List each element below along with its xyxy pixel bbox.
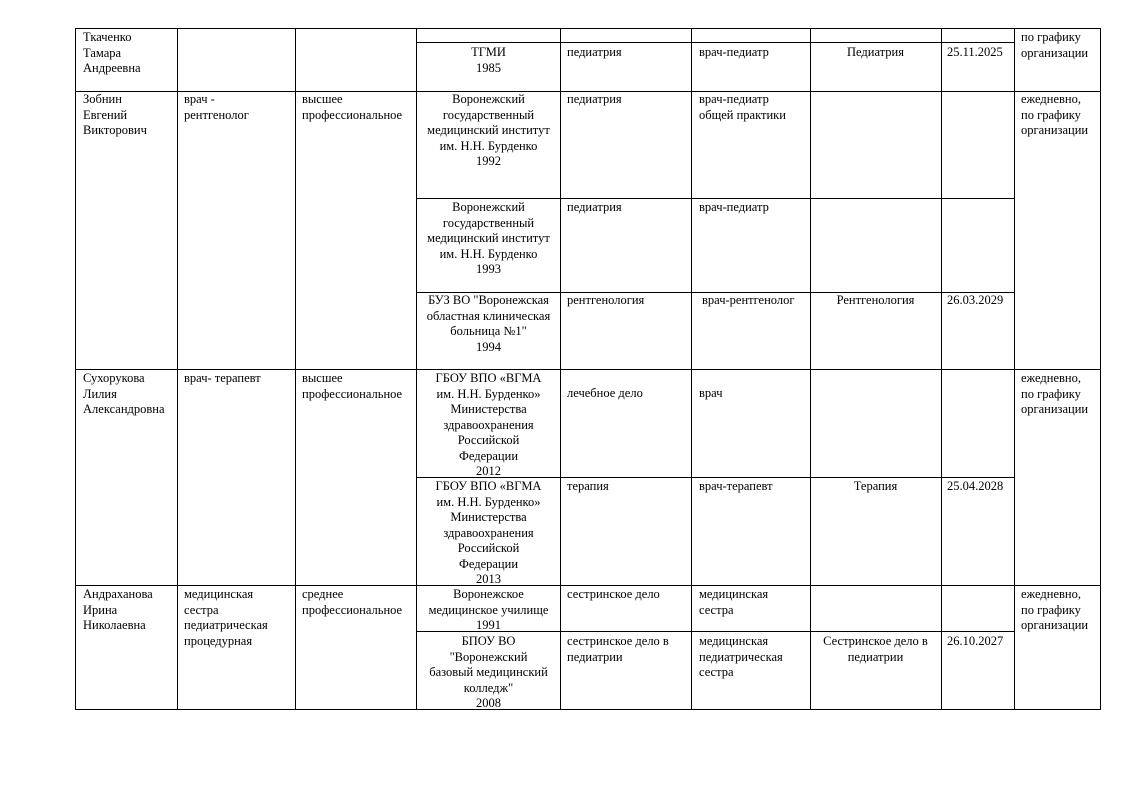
qualification: врач-терапевт [699, 479, 773, 493]
grid-line-horizontal [75, 709, 1101, 710]
institution: ТГМИ 1985 [471, 45, 506, 75]
certificate-date: 25.04.2028 [947, 479, 1004, 493]
specialty: сестринское дело в педиатрии [567, 634, 669, 664]
specialty: педиатрия [567, 200, 622, 214]
employee-name: Сухорукова Лилия Александровна [83, 371, 165, 416]
work-schedule: по графику организации [1021, 30, 1089, 60]
qualification: медицинская педиатрическая сестра [699, 634, 783, 679]
institution: БПОУ ВО "Воронежский базовый медицинский колледж" 2008 [429, 634, 548, 710]
qualification: врач-педиатр общей практики [699, 92, 786, 122]
work-schedule: ежедневно, по графику организации [1021, 587, 1089, 632]
position: врач- терапевт [184, 371, 261, 385]
employee-name: Ткаченко Тамара Андреевна [83, 30, 141, 75]
grid-line-horizontal [416, 198, 1015, 199]
institution: Воронежское медицинское училище 1991 [428, 587, 549, 632]
institution: Воронежский государственный медицинский институт им. Н.Н. Бурденко 1992 [427, 92, 550, 168]
specialty: педиатрия [567, 92, 622, 106]
institution: Воронежский государственный медицинский институт им. Н.Н. Бурденко 1993 [427, 200, 550, 276]
certificate: Терапия [853, 479, 898, 493]
employee-name: Андраханова Ирина Николаевна [83, 587, 153, 632]
institution: ГБОУ ВПО «ВГМА им. Н.Н. Бурденко» Министерства здравоохранения Российской Федерации 2012 [435, 371, 542, 478]
qualification: врач-рентгенолог [702, 293, 795, 307]
institution: ГБОУ ВПО «ВГМА им. Н.Н. Бурденко» Министерства здравоохранения Российской Федерации 2013 [435, 479, 542, 586]
education-level: среднее профессиональное [302, 587, 403, 617]
grid-line-horizontal [75, 28, 1101, 29]
specialty: лечебное дело [567, 386, 643, 400]
position: медицинская сестра педиатрическая процедурная [184, 587, 268, 648]
certificate-date: 25.11.2025 [947, 45, 1003, 59]
qualification: медицинская сестра [699, 587, 769, 617]
grid-line-horizontal [75, 369, 1101, 370]
certificate: Рентгенология [836, 293, 915, 307]
qualification: врач [699, 386, 723, 400]
grid-line-horizontal [75, 585, 1101, 586]
position: врач - рентгенолог [184, 92, 249, 122]
specialty: терапия [567, 479, 609, 493]
qualification: врач-педиатр [699, 45, 769, 59]
work-schedule: ежедневно, по графику организации [1021, 92, 1089, 137]
certificate: Педиатрия [847, 45, 904, 59]
certificate: Сестринское дело в педиатрии [823, 634, 928, 664]
specialty: рентгенология [567, 293, 645, 307]
specialty: педиатрия [567, 45, 622, 59]
education-level: высшее профессиональное [302, 371, 403, 401]
grid-line-horizontal [416, 42, 1015, 43]
institution: БУЗ ВО "Воронежская областная клиническая больница №1" 1994 [426, 293, 551, 354]
education-level: высшее профессиональное [302, 92, 403, 122]
certificate-date: 26.10.2027 [947, 634, 1004, 648]
work-schedule: ежедневно, по графику организации [1021, 371, 1089, 416]
employee-name: Зобнин Евгений Викторович [83, 92, 147, 137]
certificate-date: 26.03.2029 [947, 293, 1004, 307]
qualification: врач-педиатр [699, 200, 769, 214]
specialty: сестринское дело [567, 587, 660, 601]
